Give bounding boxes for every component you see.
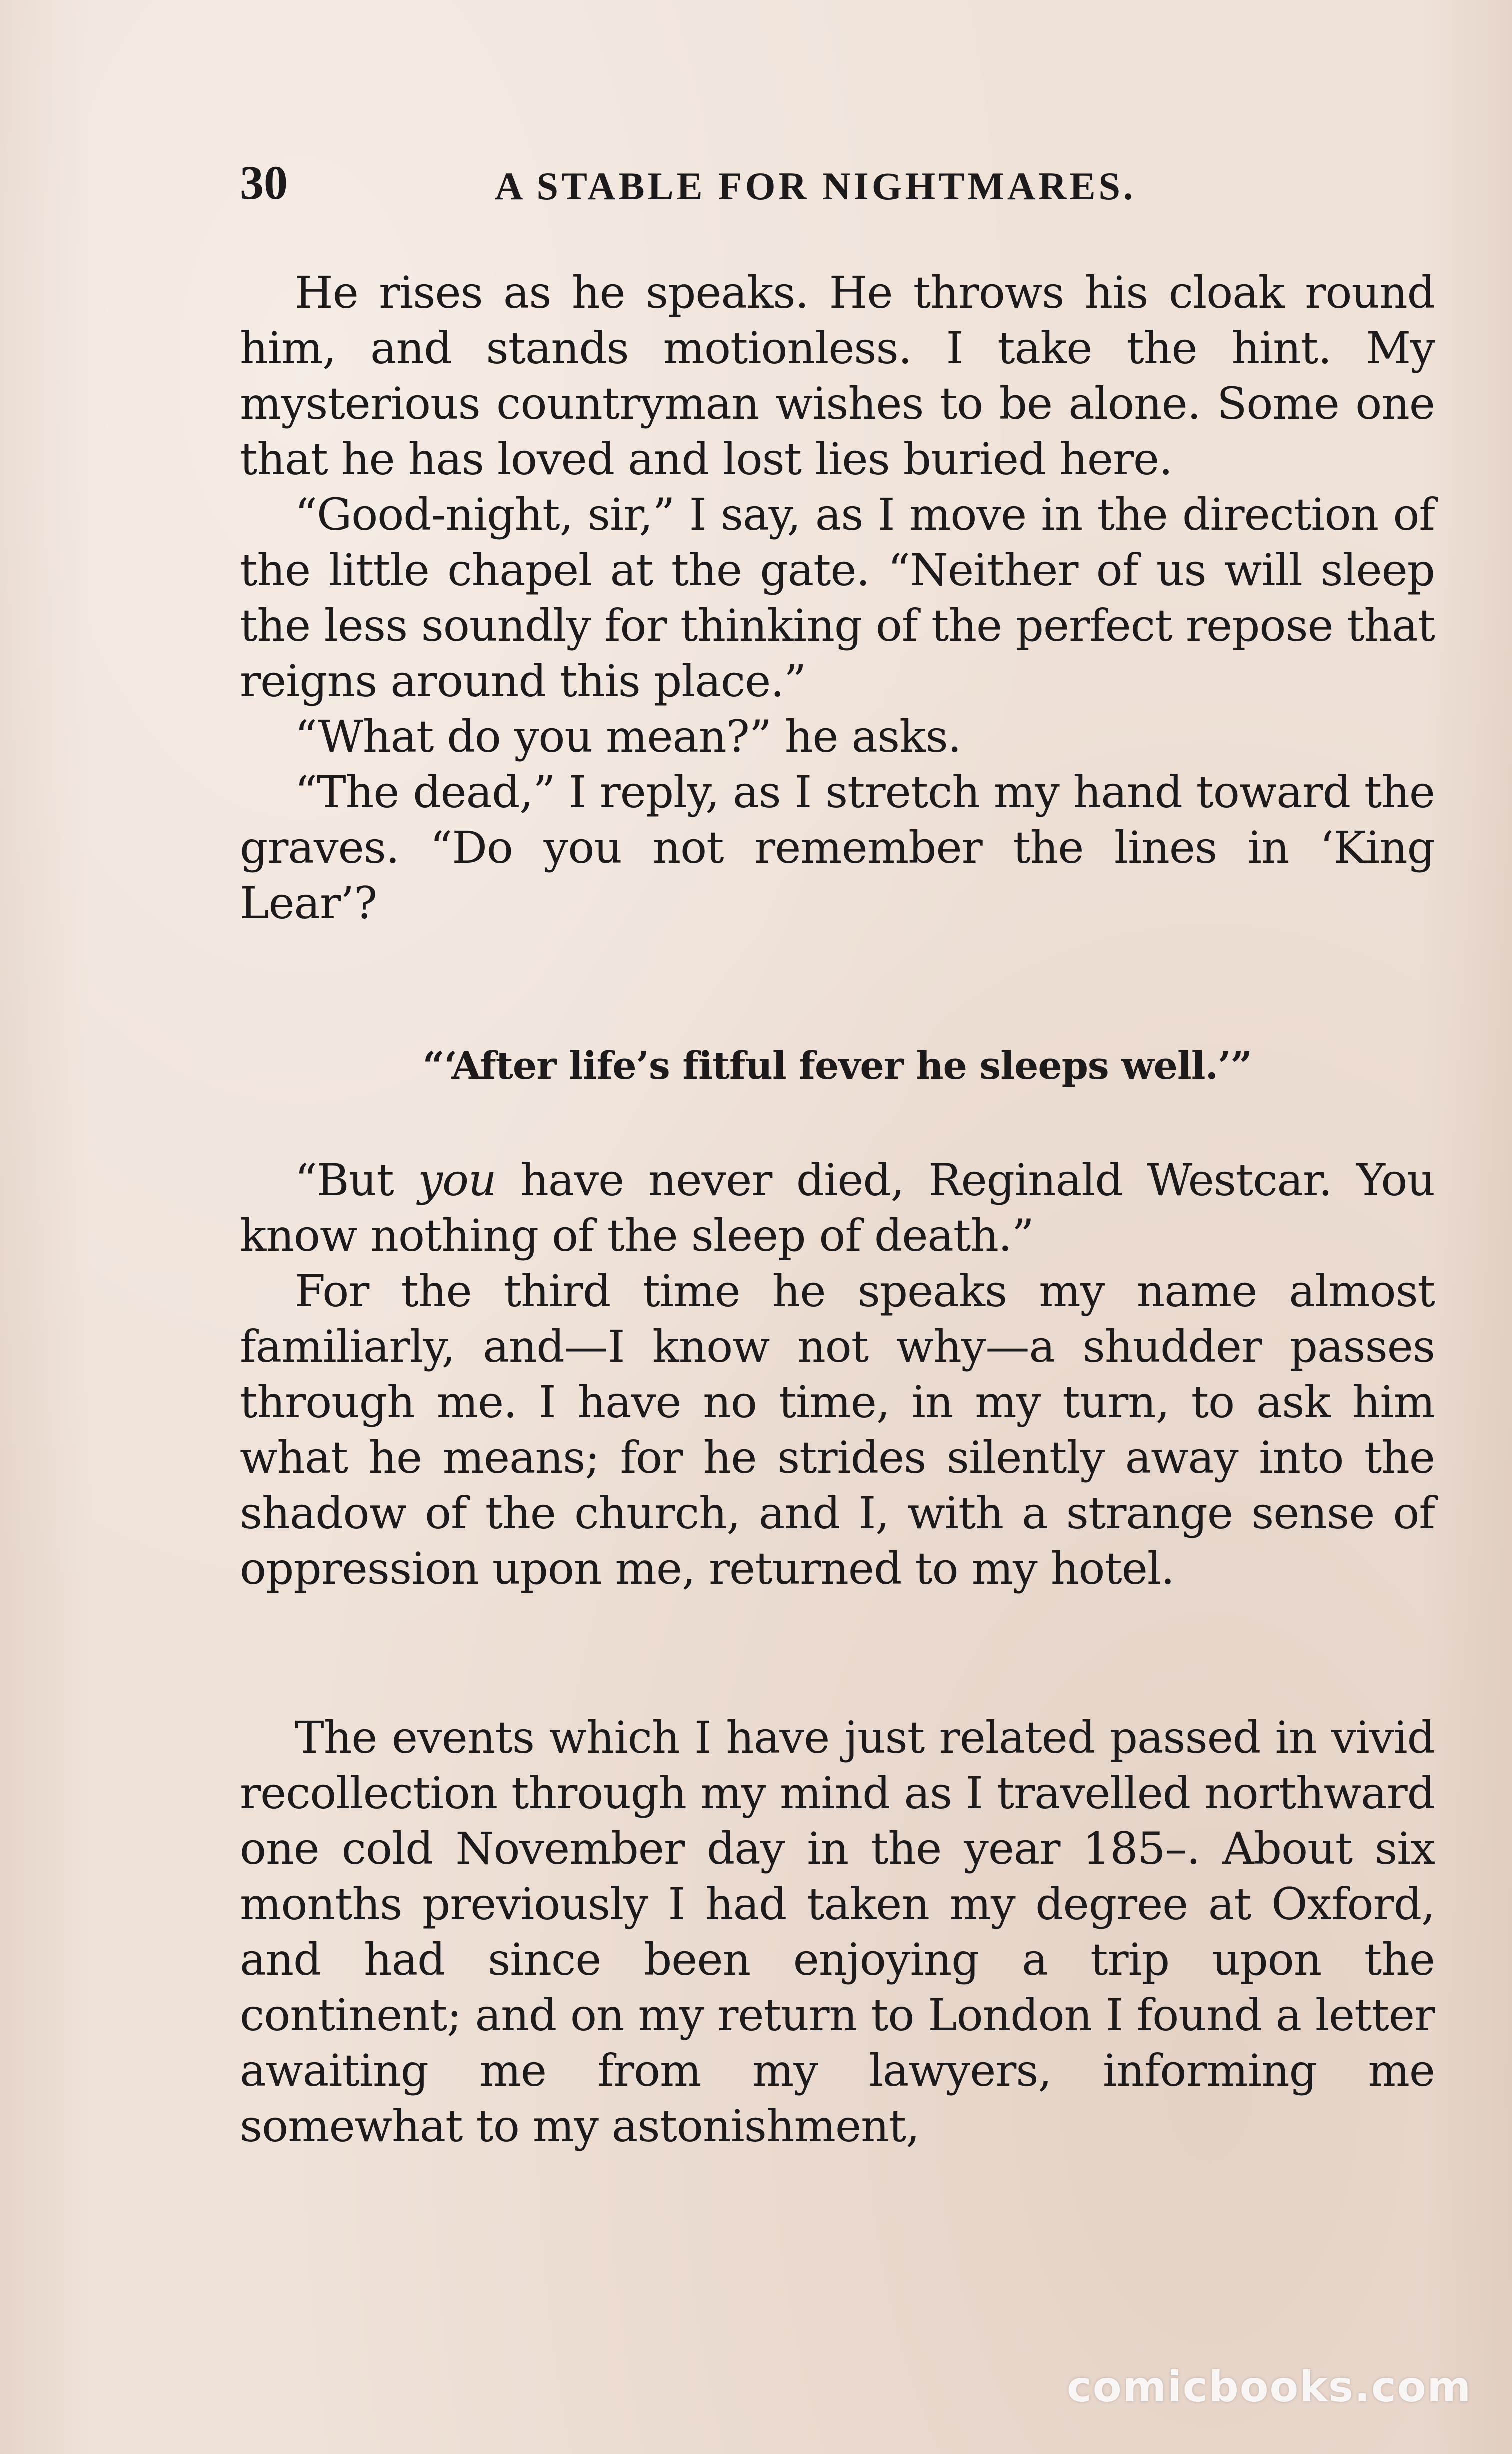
paragraph-7: The events which I have just related passed in vivid recollection through my mind as I travelled northward one cold November day in the year 185–. About six months previously I had taken my degree at Oxford, and had since been enjoying a trip upon the continent; and on my return to London I found a letter awaiting me from my lawyers, informing me somewhat to my astonishment,: [240, 1712, 1435, 2152]
block-quote: “‘After life’s fitful fever he sleeps well.’”: [422, 1044, 1252, 1088]
paragraph-6: For the third time he speaks my name almost familiarly, and—I know not why—a shudder passes through me. I have no time, in my turn, to ask him what he means; for he strides silently away into the shadow of the church, and I, with a strange sense of oppression upon me, returned to my hotel.: [240, 1266, 1435, 1594]
watermark: comicbooks.com: [1067, 2362, 1472, 2412]
text-block-lower: [240, 1710, 1435, 2154]
paragraph-1: He rises as he speaks. He throws his cloak round him, and stands motionless. I take the hint. My mysterious countryman wishes to be alone. Some one that he has loved and lost lies buried here.: [240, 267, 1435, 485]
paragraph-5-start: “But: [295, 1154, 418, 1206]
paragraph-5-emphasis: you: [418, 1154, 496, 1206]
paragraph-5: [240, 1152, 1435, 1264]
text-block-upper: [240, 265, 1435, 931]
paragraph-2: “Good-night, sir,” I say, as I move in the direction of the little chapel at the gate. “Neither of us will sleep the less soundly for thinking of the perfect repose that reigns around this place.”: [240, 489, 1435, 707]
paragraph-5-end: have never died, Reginald Westcar. You know nothing of the sleep of death.”: [240, 1154, 1435, 1262]
running-title: A STABLE FOR NIGHTMARES.: [495, 164, 1136, 208]
running-head: [240, 150, 1450, 220]
text-block-middle: [240, 1152, 1435, 1596]
paragraph-4: “The dead,” I reply, as I stretch my hand toward the graves. “Do you not remember the lines in ‘King Lear’?: [240, 766, 1435, 929]
paragraph-3: “What do you mean?” he asks.: [295, 711, 962, 762]
page-number: 30: [240, 156, 288, 210]
